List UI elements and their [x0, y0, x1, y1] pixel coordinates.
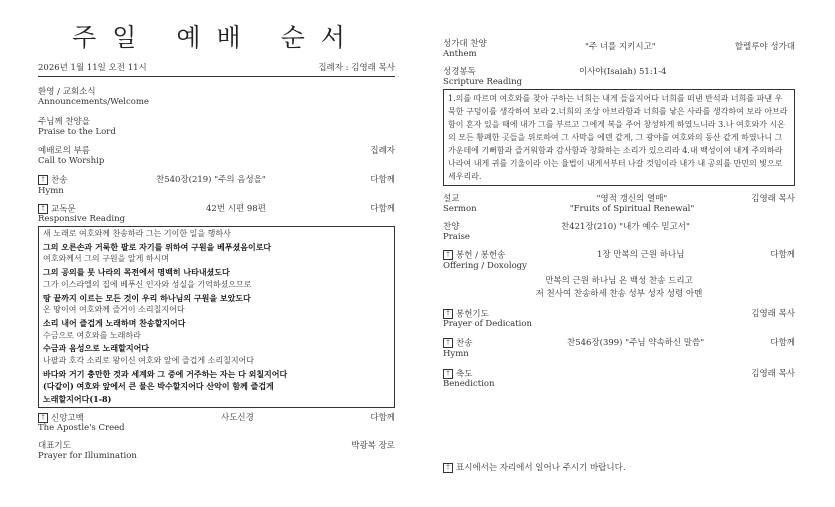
item-benediction: † 축도 Benediction 김영래 목사: [443, 368, 795, 389]
page-title: 주일 예배 순서: [72, 23, 361, 52]
item-call-to-worship: 예배로의 부름 Call to Worship 집례자: [38, 146, 395, 166]
item-sermon: 설교 Sermon "영적 갱신의 열매" "Fruits of Spiritual Renewal" 김영래 목사: [443, 194, 795, 214]
reading-line: 수금으로 여호와를 노래하라: [43, 330, 141, 340]
right-column: [443, 0, 795, 473]
sermon-title-ko: "영적 갱신의 열매": [596, 194, 668, 204]
stand-icon: †: [443, 309, 453, 319]
item-hymn: † 찬송 Hymn 찬540장(219) "주의 음성을" 다함께: [38, 175, 395, 196]
item-offering: † 봉헌 / 봉헌송 Offering / Doxology 1장 만복의 근원 하나님 다함께: [443, 250, 795, 271]
reading-line: 나팔과 호각 소리로 왕이신 여호와 앞에 즐겁게 소리칠지어다: [43, 356, 254, 366]
sermon-title-en: "Fruits of Spiritual Renewal": [569, 204, 695, 214]
stand-icon: †: [443, 250, 453, 260]
reading-line: 그가 이스라엘의 집에 베푸신 인자와 성실을 기억하셨으므로: [43, 279, 252, 289]
reading-line: 온 땅이여 여호와께 즐거이 소리칠지어다: [43, 305, 185, 315]
scripture-text: 1.의를 따르며 여호와를 찾아 구하는 너희는 내게 들을지어다 너희를 떠낸 반석과 너희를 파낸 우묵한 구덩이를 생각하여 보라 2.너희의 조상 아브라함과 너희를 낳은 사라를 생각하여 보라 아브라함이 혼자 있을 때에 내가 그를 부르고 그에게 복을 주어 창성하게 하였느니라 3.나 여호와가 시온의 모든 황폐한 곳들을 위로하여 그 사막을 에덴 같게, 그 광야를 여호와의 동산 같게 하였나니 그 가운데에 기뻐함과 즐거워함과 감사함과 창화하는 소리가 있으리라 4.내 백성이여 내게 주의하라 나라여 내게 귀를 기울이라 이는 율법이 내게서부터 나갈 것임이라 내가 내 공의를 만민의 빛으로 세우리라.: [443, 89, 795, 186]
item-anthem: 성가대 찬양 Anthem "주 너를 지키시고" 할렐루야 성가대: [443, 39, 795, 59]
reading-line: 그의 공의를 뭇 나라의 목전에서 명백히 나타내셨도다: [43, 267, 230, 278]
doxology-text: 만복의 근원 하나님 온 백성 찬송 드리고 저 천사여 찬송하세 찬송 성부 성자 성령 아멘: [535, 275, 703, 299]
stand-icon: †: [443, 463, 453, 473]
stand-icon: †: [443, 369, 453, 379]
reading-line: (다같이) 여호와 앞에서 큰 물은 박수할지어다 산악이 함께 즐겁게: [43, 381, 274, 392]
item-hymn-2: † 찬송 Hymn 찬546장(399) "주님 약속하신 말씀" 다함께: [443, 338, 795, 359]
reading-line: 여호와께서 그의 구원을 알게 하시며: [43, 254, 170, 264]
item-praise-2: 찬양 Praise 찬421장(210) "내가 예수 믿고서": [443, 222, 690, 242]
reading-line: 노래할지어다(1-8): [43, 394, 112, 405]
item-scripture: 성경봉독 Scripture Reading 이사야(Isaiah) 51:1-4: [443, 67, 667, 87]
item-responsive-reading: † 교독문 Responsive Reading 42번 시편 98편 다함께: [38, 203, 395, 224]
item-creed: † 신앙고백 The Apostle's Creed 사도신경 다함께: [38, 412, 395, 434]
stand-icon: †: [38, 175, 48, 185]
item-welcome: 환영 / 교회소식 Announcements/Welcome: [38, 87, 149, 107]
responsive-reading-text: [38, 226, 395, 408]
standing-note: † 표시에서는 자리에서 일어나 주시기 바랍니다.: [443, 461, 626, 473]
service-date: 2026년 1월 11일 오전 11시: [38, 63, 147, 73]
item-prayer: 대표기도 Prayer for Illumination 박광복 장로: [38, 441, 395, 462]
reading-line: 수금과 음성으로 노래할지어다: [43, 343, 150, 354]
reading-line: 바다와 거기 충만한 것과 세계와 그 중에 거주하는 자는 다 외칠지어다: [43, 368, 288, 379]
reading-line: 그의 오른손과 거룩한 팔로 자기를 위하여 구원을 베푸셨음이로다: [43, 241, 272, 252]
left-column: [38, 0, 395, 461]
item-dedication: † 봉헌기도 Prayer of Dedication 김영래 목사: [443, 308, 795, 329]
date-line: [38, 61, 395, 77]
reading-line: 소리 내어 즐겁게 노래하며 찬송할지어다: [43, 317, 186, 328]
stand-icon: †: [38, 413, 48, 423]
reading-line: 새 노래로 여호와께 찬송하라 그는 기이한 일을 행하사: [43, 229, 231, 238]
reading-line: 땅 끝까지 이르는 모든 것이 우리 하나님의 구원을 보았도다: [43, 292, 251, 303]
item-praise: 주님께 찬양을 Praise to the Lord: [38, 117, 116, 137]
leader-name: 집례자 : 김영래 목사: [318, 63, 395, 73]
stand-icon: †: [443, 338, 453, 348]
stand-icon: †: [38, 204, 48, 214]
